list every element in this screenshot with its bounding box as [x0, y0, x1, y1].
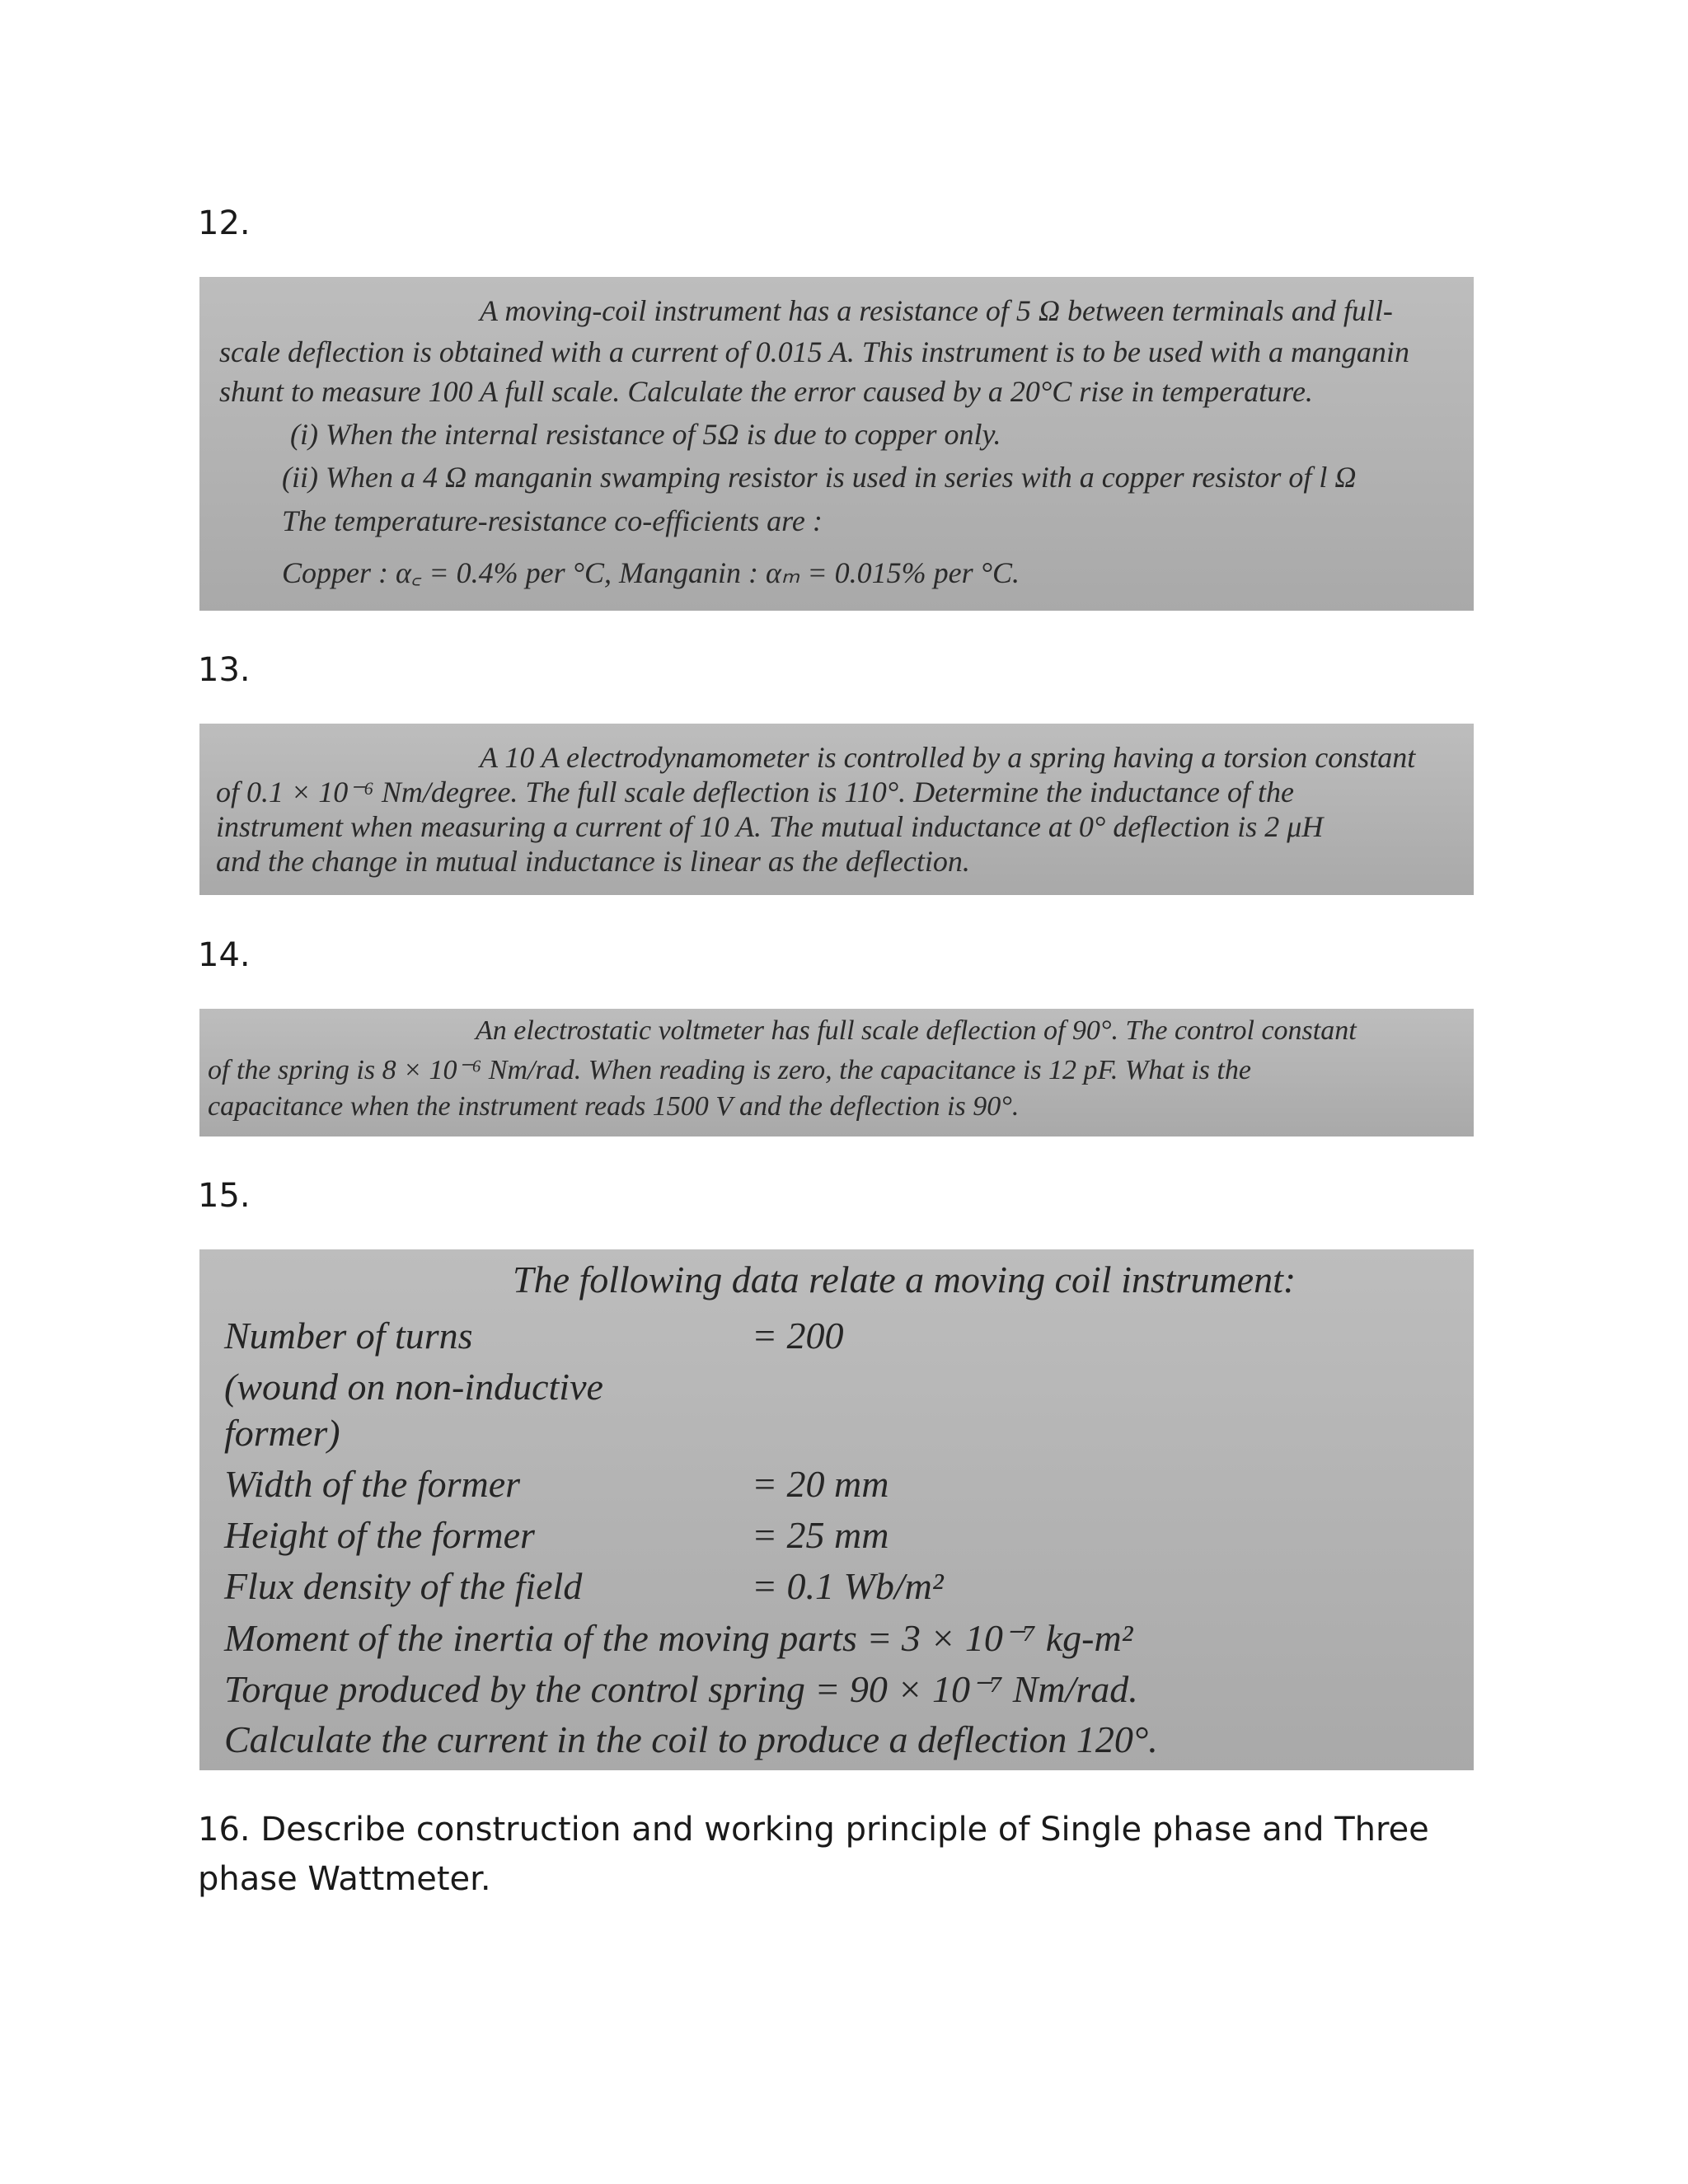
- question-15-tail: Calculate the current in the coil to produce a deflection 120°.: [224, 1718, 1158, 1760]
- question-12-line: (ii) When a 4 Ω manganin swamping resistor is used in series with a copper resistor of l Ω: [282, 461, 1357, 494]
- question-13-line: and the change in mutual inductance is linear as the deflection.: [216, 845, 970, 878]
- data-row-label: former): [224, 1412, 340, 1454]
- question-number-14: 14.: [198, 936, 251, 974]
- question-13-line: A 10 A electrodynamometer is controlled by a spring having a torsion constant: [480, 741, 1416, 774]
- data-row-label: Width of the former: [224, 1463, 521, 1505]
- question-number-12: 12.: [198, 204, 251, 242]
- question-12-line: The temperature-resistance co-efficients are :: [282, 504, 823, 537]
- data-row-value: = 200: [752, 1315, 844, 1357]
- data-row-label: (wound on non-inductive: [224, 1366, 603, 1408]
- question-15-photo: [199, 1249, 1474, 1770]
- data-row-label: Flux density of the field: [224, 1565, 583, 1607]
- question-14-line: An electrostatic voltmeter has full scale deflection of 90°. The control constant: [476, 1015, 1357, 1046]
- data-row-label: Height of the former: [224, 1514, 535, 1556]
- question-14-line: capacitance when the instrument reads 1500 V and the deflection is 90°.: [208, 1091, 1020, 1122]
- data-row-value: = 25 mm: [752, 1514, 889, 1556]
- question-15-tail: Torque produced by the control spring = 90 × 10⁻⁷ Nm/rad.: [224, 1668, 1138, 1710]
- question-number-13: 13.: [198, 651, 251, 689]
- data-row-label: Number of turns: [224, 1315, 473, 1357]
- question-14-line: of the spring is 8 × 10⁻⁶ Nm/rad. When reading is zero, the capacitance is 12 pF. What is the: [208, 1055, 1251, 1085]
- question-13-photo: [199, 724, 1474, 895]
- question-16: 16. Describe construction and working principle of Single phase and Three phase Wattmeter.: [198, 1811, 1429, 1898]
- question-15-intro: The following data relate a moving coil instrument:: [513, 1258, 1296, 1301]
- question-12-line: A moving-coil instrument has a resistance of 5 Ω between terminals and full-: [480, 294, 1393, 327]
- data-row-value: = 0.1 Wb/m²: [752, 1565, 944, 1607]
- question-13-line: of 0.1 × 10⁻⁶ Nm/degree. The full scale deflection is 110°. Determine the inductance of the: [216, 776, 1294, 808]
- question-12-line: (i) When the internal resistance of 5Ω is due to copper only.: [290, 418, 1001, 451]
- question-12-photo: [199, 277, 1474, 611]
- question-number-15: 15.: [198, 1177, 251, 1215]
- data-row-value: = 20 mm: [752, 1463, 889, 1505]
- question-12-line: shunt to measure 100 A full scale. Calculate the error caused by a 20°C rise in temperature.: [219, 375, 1313, 408]
- question-12-line: scale deflection is obtained with a current of 0.015 A. This instrument is to be used with a manganin: [219, 335, 1409, 368]
- question-15-tail: Moment of the inertia of the moving parts = 3 × 10⁻⁷ kg-m²: [224, 1617, 1133, 1659]
- question-14-photo: [199, 1009, 1474, 1137]
- question-12-line: Copper : α꜀ = 0.4% per °C, Manganin : αₘ = 0.015% per °C.: [282, 556, 1020, 589]
- question-13-line: instrument when measuring a current of 10 A. The mutual inductance at 0° deflection is 2 μH: [216, 810, 1324, 843]
